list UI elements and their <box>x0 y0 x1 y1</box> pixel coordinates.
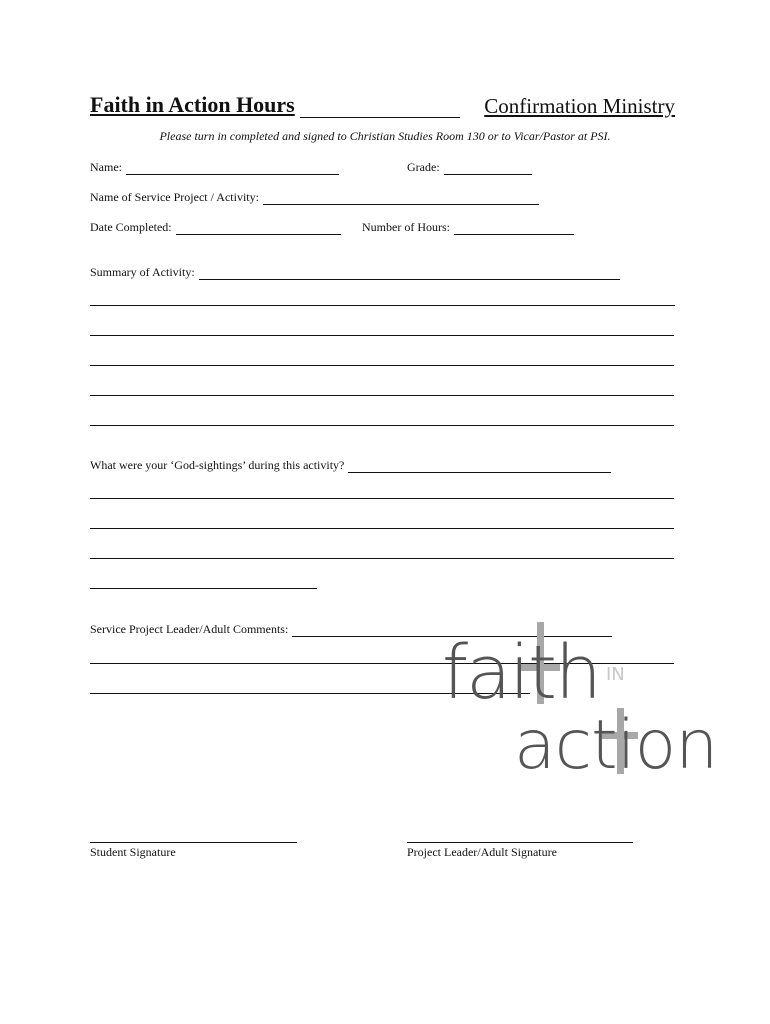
summary-field <box>90 265 620 280</box>
hours-label: Number of Hours: <box>362 220 450 234</box>
grade-input-line[interactable] <box>444 163 532 175</box>
project-label: Name of Service Project / Activity: <box>90 190 259 204</box>
date-label: Date Completed: <box>90 220 172 234</box>
project-field <box>90 190 539 205</box>
god-sightings-line[interactable] <box>90 498 674 499</box>
summary-input-line[interactable] <box>199 268 620 280</box>
project-input-line[interactable] <box>263 193 539 205</box>
student-signature-label: Student Signature <box>90 845 176 859</box>
logo-word-in: IN <box>606 664 625 685</box>
summary-line[interactable] <box>90 335 674 336</box>
faith-in-action-logo <box>440 620 740 780</box>
name-label: Name: <box>90 160 122 174</box>
leader-comments-label: Service Project Leader/Adult Comments: <box>90 622 289 636</box>
ministry-title: Confirmation Ministry <box>484 94 675 118</box>
date-input-line[interactable] <box>176 223 341 235</box>
name-input-line[interactable] <box>126 163 339 175</box>
leader-signature-label: Project Leader/Adult Signature <box>407 845 557 859</box>
summary-line[interactable] <box>90 425 674 426</box>
leader-signature-line[interactable] <box>407 842 633 843</box>
instructions-text: Please turn in completed and signed to Christian Studies Room 130 or to Vicar/Pastor at PSI. <box>159 129 611 143</box>
summary-line[interactable] <box>90 305 675 306</box>
god-sightings-field <box>90 458 611 473</box>
name-field <box>90 160 339 175</box>
summary-label: Summary of Activity: <box>90 265 195 279</box>
god-sightings-line[interactable] <box>90 558 674 559</box>
summary-line[interactable] <box>90 365 674 366</box>
hours-field <box>362 220 574 235</box>
logo-word-action: action <box>514 706 718 780</box>
form-title: Faith in Action Hours <box>90 92 295 117</box>
god-sightings-input-line[interactable] <box>348 461 611 473</box>
grade-label: Grade: <box>407 160 440 174</box>
summary-line[interactable] <box>90 395 674 396</box>
logo-word-faith: faith <box>442 630 600 716</box>
date-field <box>90 220 341 235</box>
title-underline <box>300 117 460 118</box>
grade-field <box>407 160 532 175</box>
hours-input-line[interactable] <box>454 223 574 235</box>
god-sightings-line[interactable] <box>90 588 317 589</box>
student-signature-line[interactable] <box>90 842 297 843</box>
god-sightings-line[interactable] <box>90 528 674 529</box>
god-sightings-label: What were your ‘God-sightings’ during this activity? <box>90 458 345 472</box>
